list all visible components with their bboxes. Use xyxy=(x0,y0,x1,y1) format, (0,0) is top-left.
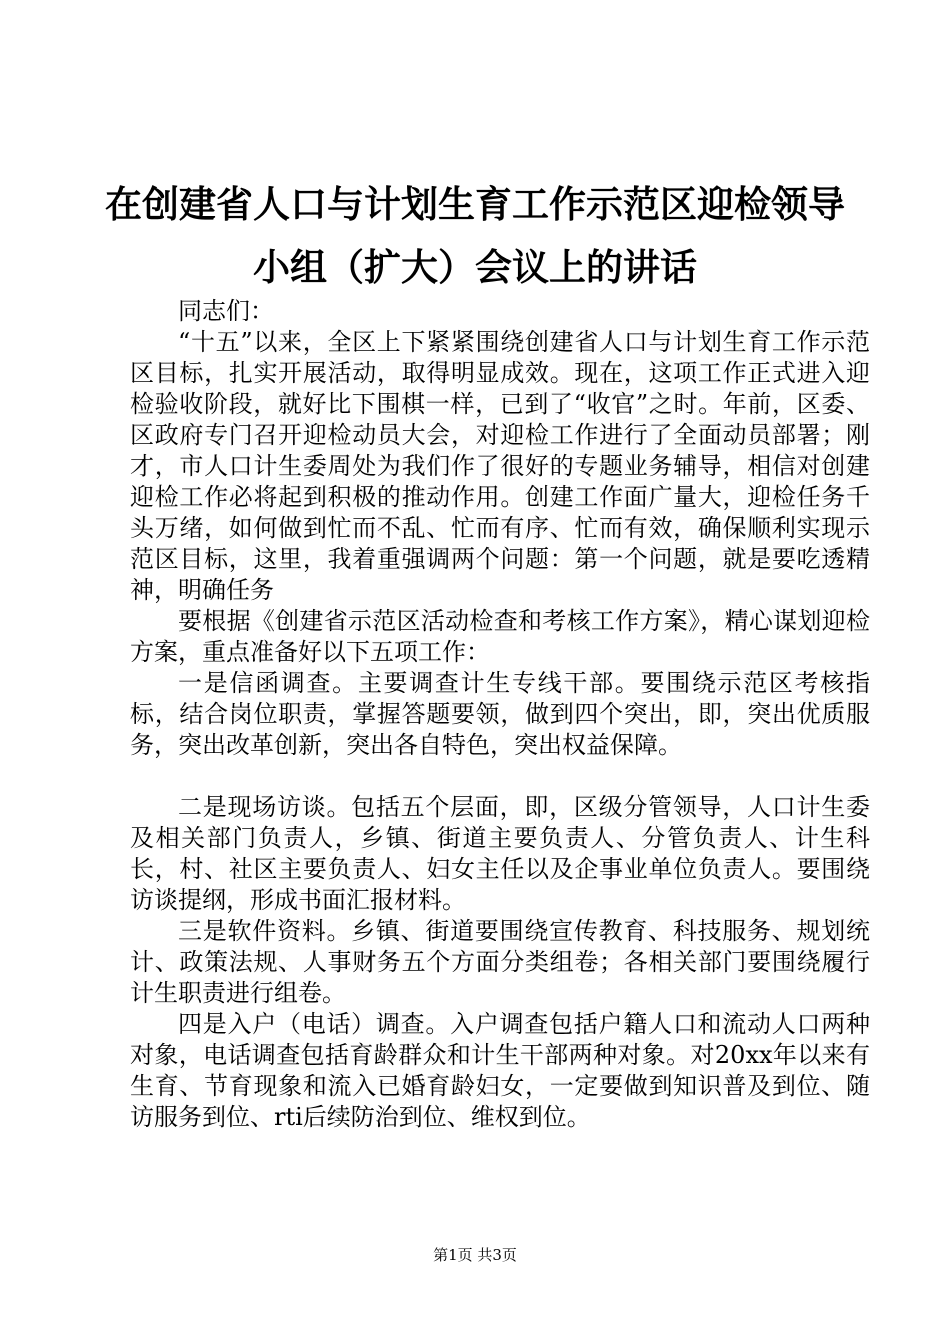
document-title-line-2: 小组（扩大）会议上的讲话 xyxy=(253,246,697,289)
body-paragraph: 要根据《创建省示范区活动检查和考核工作方案》，精心谋划迎检方案，重点准备好以下五项工作： xyxy=(130,607,870,666)
page-number-footer: 第1页 共3页 xyxy=(433,1246,517,1264)
document-body xyxy=(130,296,870,1133)
document-title-line-1: 在创建省人口与计划生育工作示范区迎检领导 xyxy=(105,183,845,226)
body-paragraph: 三是软件资料。乡镇、街道要围绕宣传教育、科技服务、规划统计、政策法规、人事财务五个方面分类组卷；各相关部门要围绕履行计生职责进行组卷。 xyxy=(130,917,870,1007)
body-paragraph: 四是入户（电话）调查。入户调查包括户籍人口和流动人口两种对象，电话调查包括育龄群众和计生干部两种对象。对20xx年以来有生育、节育现象和流入已婚育龄妇女，一定要做到知识普及到位、随访服务到位、rti后续防治到位、维权到位。 xyxy=(130,1010,870,1131)
salutation: 同志们： xyxy=(178,297,274,325)
body-paragraph: 一是信函调查。主要调查计生专线干部。要围绕示范区考核指标，结合岗位职责，掌握答题要领，做到四个突出，即，突出优质服务，突出改革创新，突出各自特色，突出权益保障。 xyxy=(130,669,870,759)
body-paragraph: “十五”以来，全区上下紧紧围绕创建省人口与计划生育工作示范区目标，扎实开展活动，取得明显成效。现在，这项工作正式进入迎检验收阶段，就好比下围棋一样，已到了“收官”之时。年前，区委、区政府专门召开迎检动员大会，对迎检工作进行了全面动员部署；刚才，市人口计生委周处为我们作了很好的专题业务辅导，相信对创建迎检工作必将起到积极的推动作用。创建工作面广量大，迎检任务千头万绪，如何做到忙而不乱、忙而有序、忙而有效，确保顺利实现示范区目标，这里，我着重强调两个问题：第一个问题，就是要吃透精神，明确任务 xyxy=(130,328,870,604)
body-paragraph: 二是现场访谈。包括五个层面，即，区级分管领导，人口计生委及相关部门负责人，乡镇、街道主要负责人、分管负责人、计生科长，村、社区主要负责人、妇女主任以及企事业单位负责人。要围绕访谈提纲，形成书面汇报材料。 xyxy=(130,793,870,914)
